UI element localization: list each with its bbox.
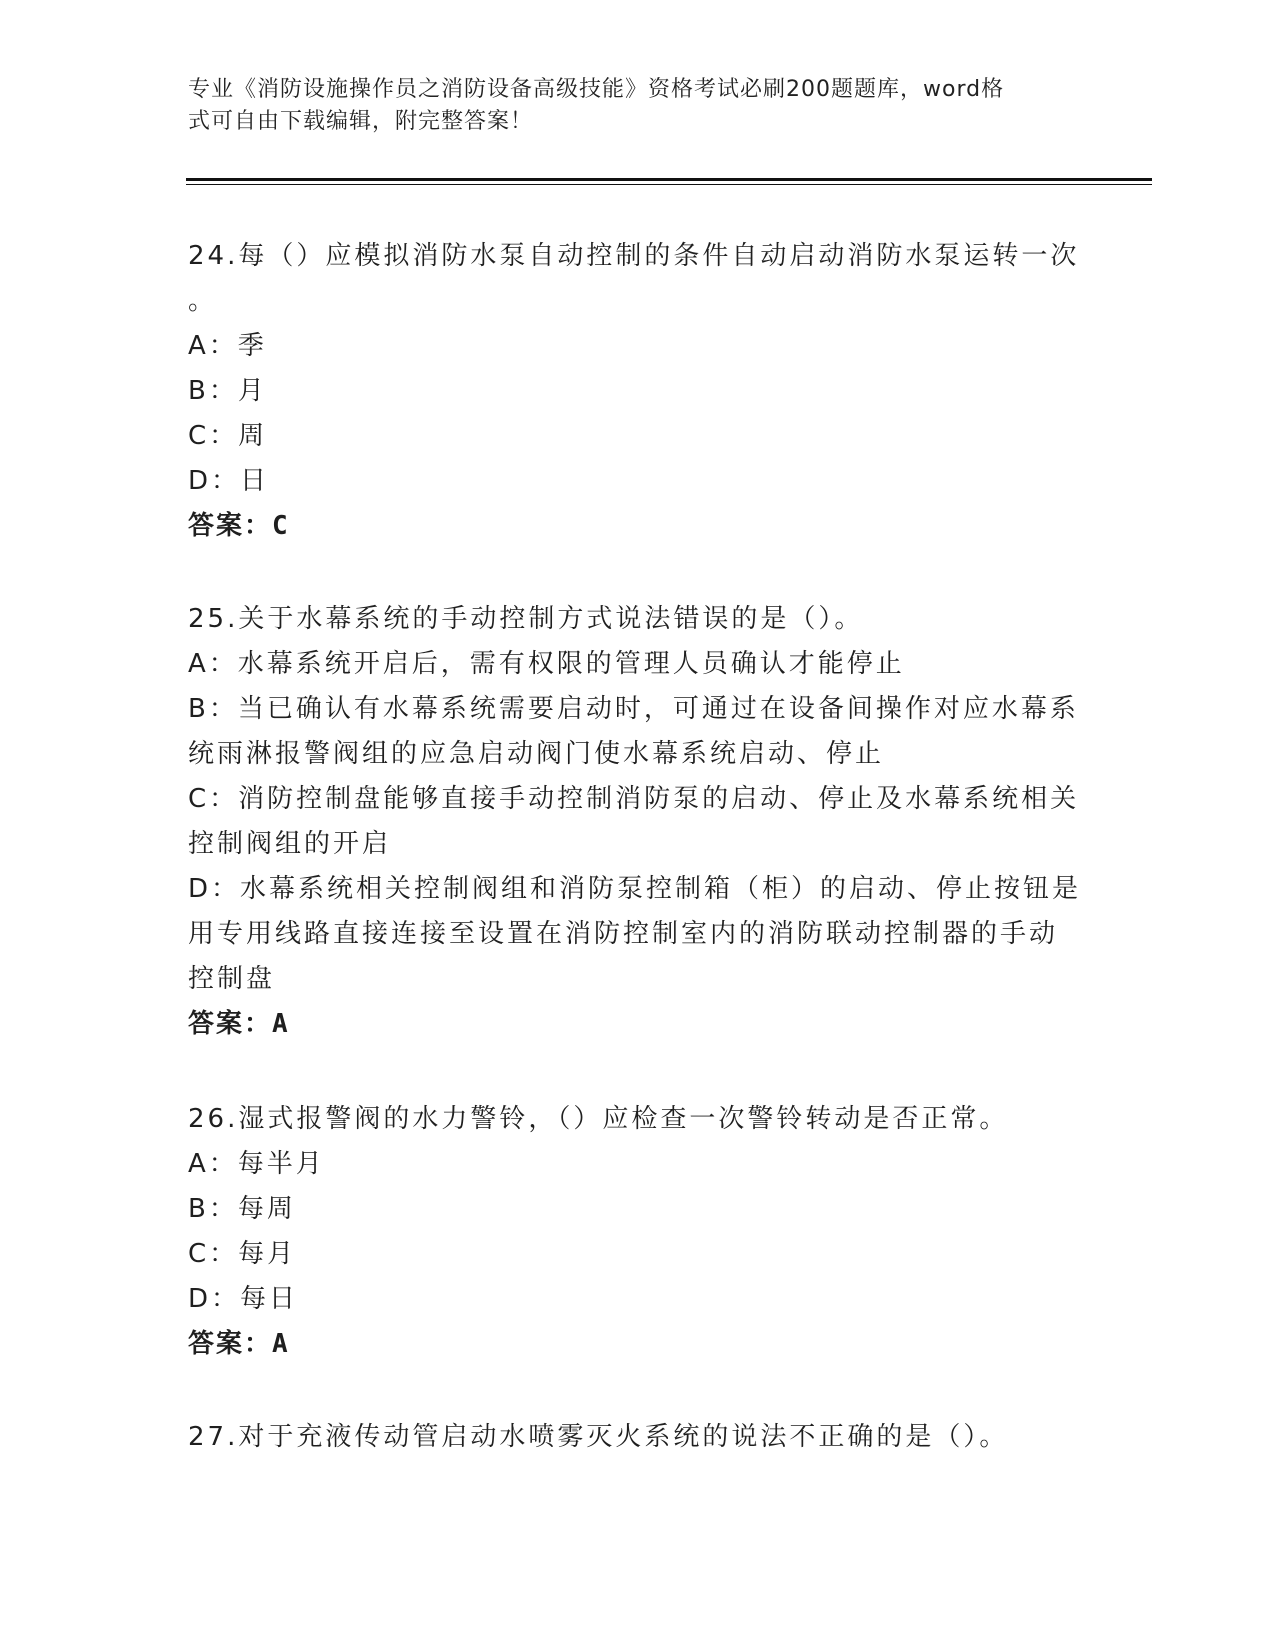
option-text: 消防控制盘能够直接手动控制消防泵的启动、停止及水幕系统相关	[238, 784, 1080, 814]
question-stem: 25.关于水幕系统的手动控制方式说法错误的是（）。	[188, 604, 864, 634]
option-label: D：	[188, 1284, 241, 1314]
header-divider-thick	[186, 178, 1152, 181]
option-a	[188, 324, 1068, 369]
option-text: 月	[237, 376, 267, 406]
question-25	[188, 597, 1082, 1047]
option-d	[188, 867, 1082, 912]
answer: 答案：A	[188, 1009, 290, 1039]
option-d-continued: 用专用线路直接连接至设置在消防控制室内的消防联动控制器的手动	[188, 919, 1059, 949]
option-label: A：	[188, 1149, 238, 1179]
option-text: 每月	[238, 1239, 297, 1269]
option-c-continued: 控制阀组的开启	[188, 829, 392, 859]
option-label: C：	[188, 421, 239, 451]
option-text: 每日	[240, 1284, 299, 1314]
option-label: B：	[188, 694, 238, 724]
option-label: B：	[188, 376, 238, 406]
option-a	[188, 642, 1068, 687]
option-b	[188, 687, 1079, 732]
question-stem: 27.对于充液传动管启动水喷雾灭火系统的说法不正确的是（）。	[188, 1422, 1009, 1452]
option-c	[188, 414, 1068, 459]
question-24	[188, 234, 1080, 549]
question-27	[188, 1415, 1068, 1460]
option-c	[188, 777, 1080, 822]
option-b	[188, 1187, 1068, 1232]
option-text: 每半月	[237, 1149, 325, 1179]
question-stem-continued: 。	[188, 286, 218, 316]
option-b-continued: 统雨淋报警阀组的应急启动阀门使水幕系统启动、停止	[188, 739, 885, 769]
answer: 答案：C	[188, 511, 290, 541]
header-line-2: 式可自由下载编辑，附完整答案！	[188, 109, 534, 134]
option-d-continued: 控制盘	[188, 964, 276, 994]
header-line-1: 专业《消防设施操作员之消防设备高级技能》资格考试必刷200题题库，word格	[188, 77, 1005, 102]
option-text: 周	[238, 421, 268, 451]
option-text: 季	[237, 331, 267, 361]
option-label: A：	[188, 649, 238, 679]
question-stem: 24.每（）应模拟消防水泵自动控制的条件自动启动消防水泵运转一次	[188, 241, 1080, 271]
option-text: 水幕系统相关控制阀组和消防泵控制箱（柜）的启动、停止按钮是	[240, 874, 1082, 904]
option-label: B：	[188, 1194, 238, 1224]
option-text: 当已确认有水幕系统需要启动时，可通过在设备间操作对应水幕系	[237, 694, 1079, 724]
option-label: C：	[188, 784, 239, 814]
option-c	[188, 1232, 1068, 1277]
option-d	[188, 459, 1068, 504]
option-a	[188, 1142, 1068, 1187]
option-text: 日	[240, 466, 270, 496]
header-divider-thin	[186, 184, 1152, 185]
question-26	[188, 1097, 1068, 1367]
option-label: C：	[188, 1239, 239, 1269]
option-d	[188, 1277, 1068, 1322]
option-label: D：	[188, 466, 241, 496]
answer: 答案：A	[188, 1329, 290, 1359]
option-b	[188, 369, 1068, 414]
option-label: D：	[188, 874, 241, 904]
option-text: 水幕系统开启后，需有权限的管理人员确认才能停止	[237, 649, 905, 679]
document-header	[188, 74, 1068, 138]
option-label: A：	[188, 331, 238, 361]
option-text: 每周	[237, 1194, 296, 1224]
question-stem: 26.湿式报警阀的水力警铃，（）应检查一次警铃转动是否正常。	[188, 1104, 1009, 1134]
